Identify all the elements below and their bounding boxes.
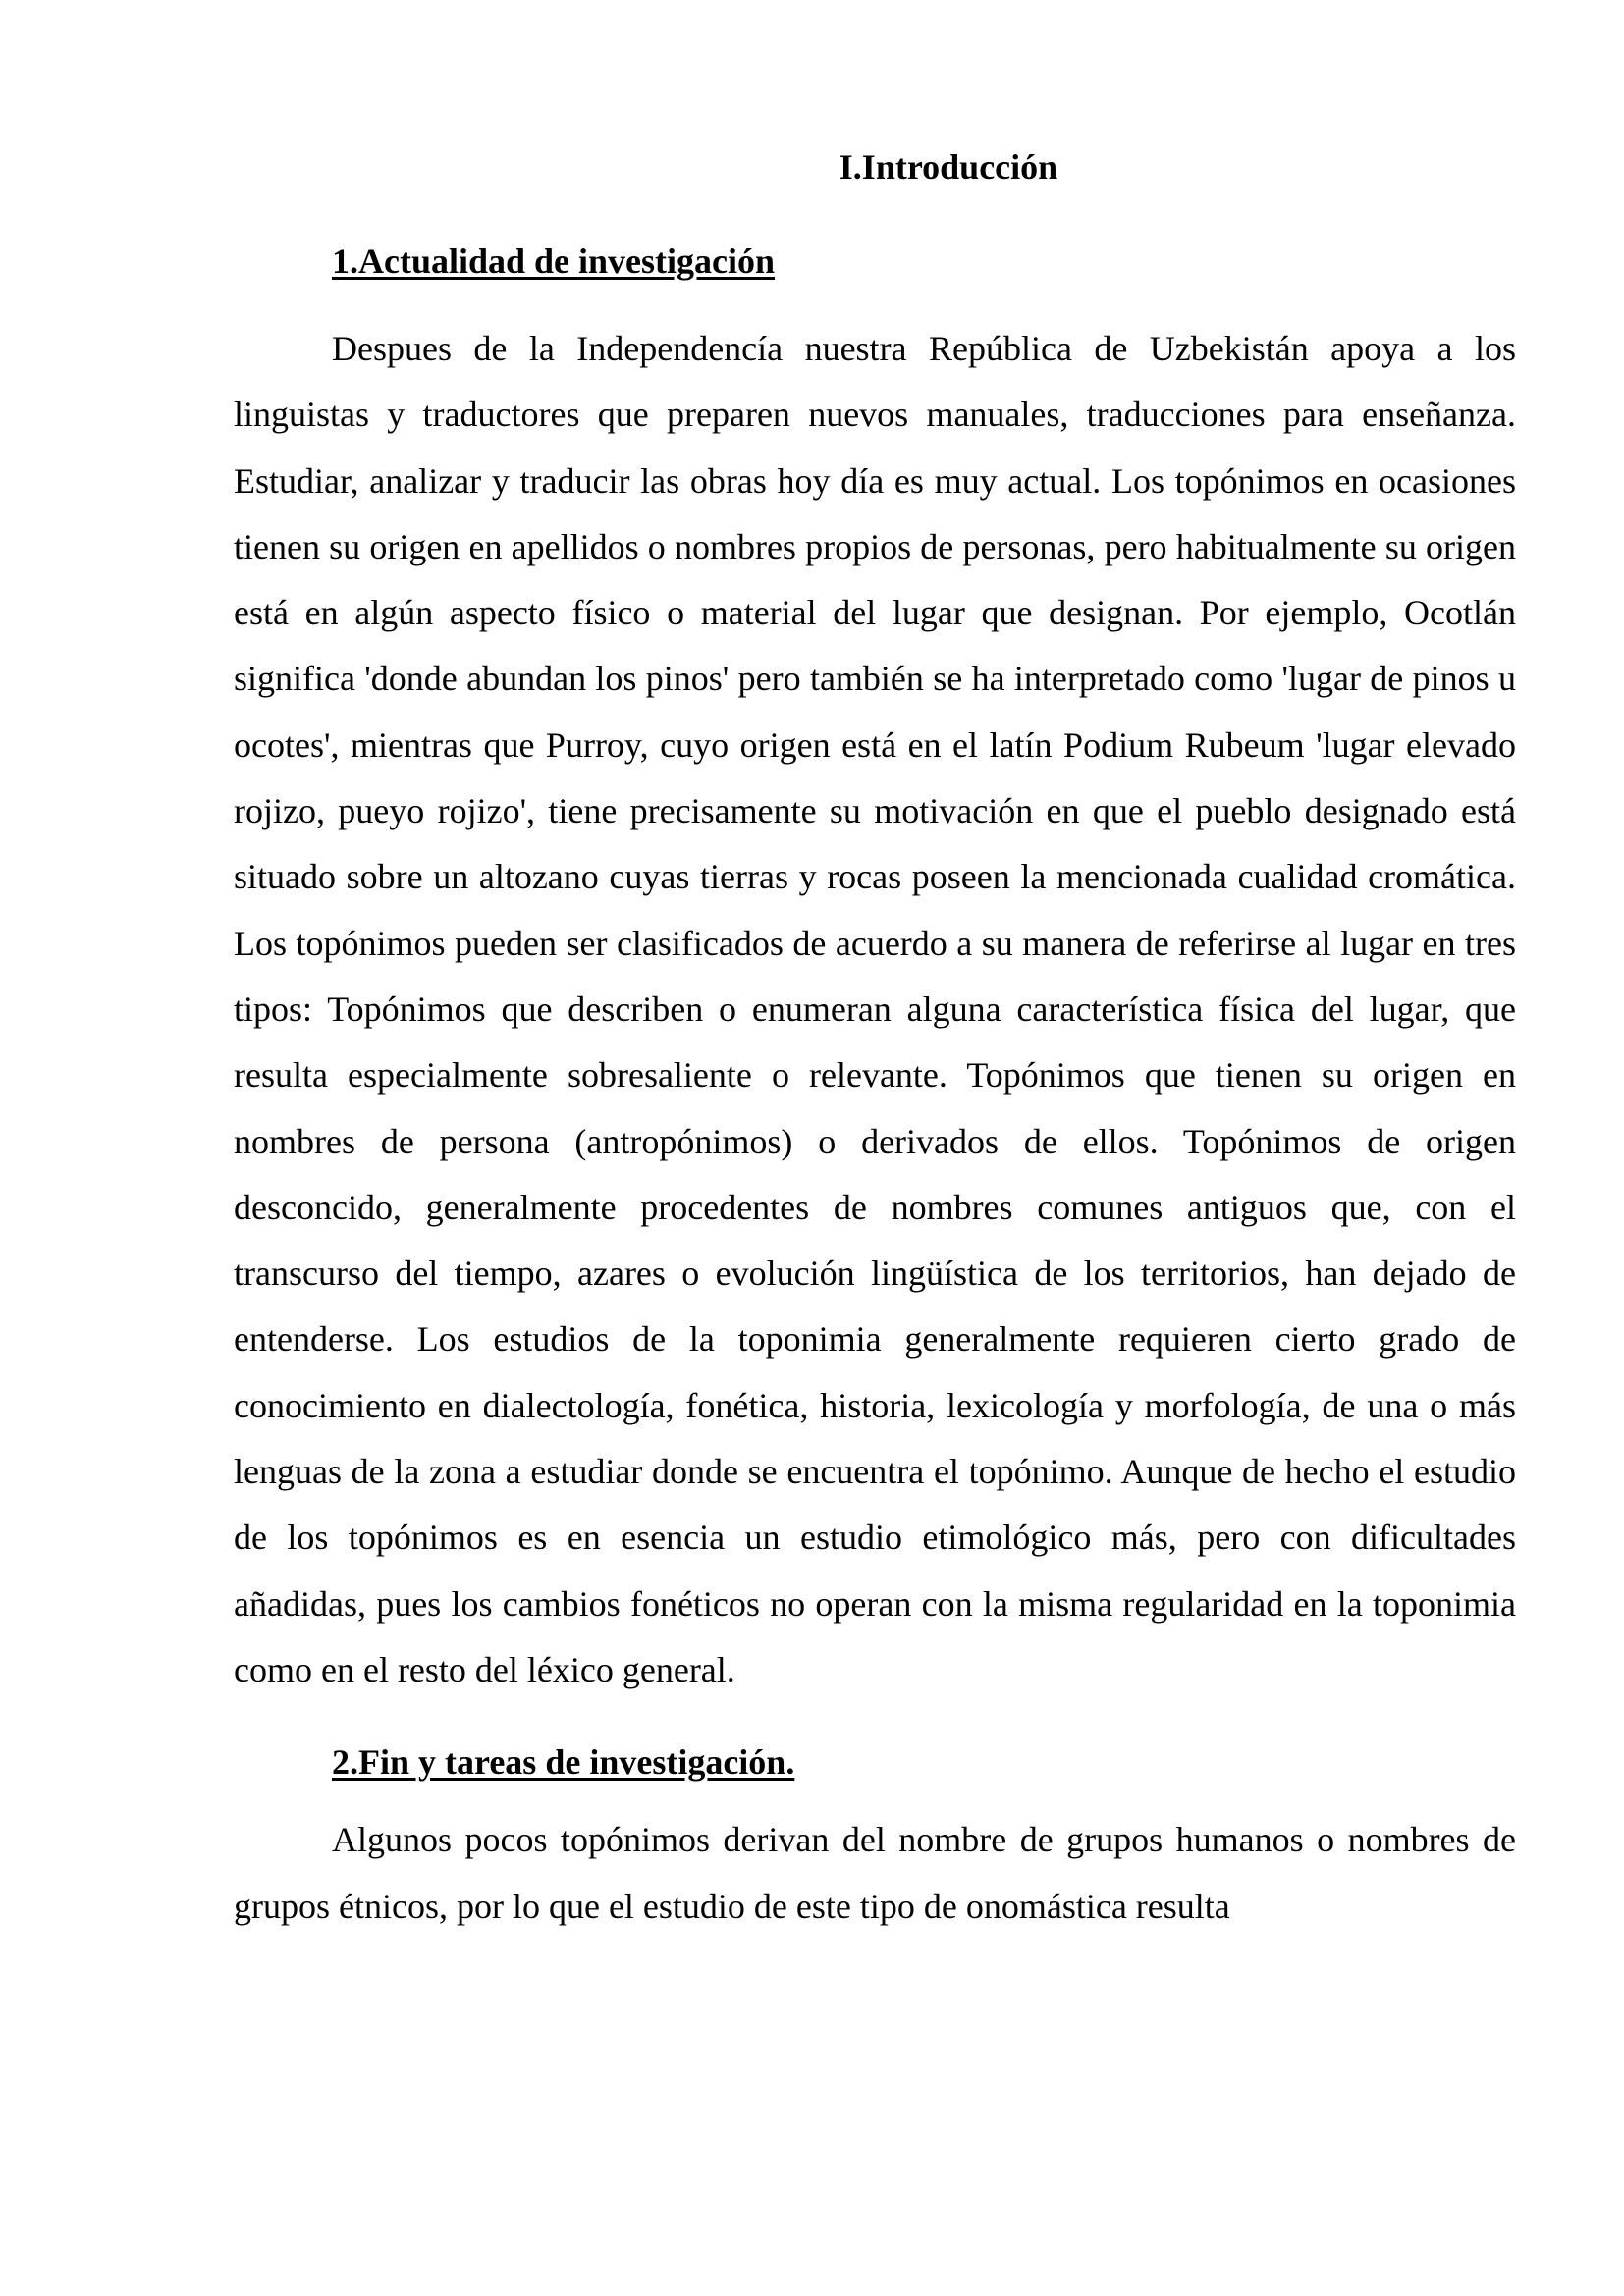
paragraph-fin-y-tareas: Algunos pocos topónimos derivan del nombre de grupos humanos o nombres de grupos étnicos, por lo que el estudio de este tipo de onomástica resulta [234,1820,1516,1926]
section-title-actualidad: 1.Actualidad de investigación [332,241,776,281]
paragraph-actualidad: Despues de la Independencía nuestra República de Uzbekistán apoya a los linguistas y traductores que preparen nuevos manuales, traducciones para enseñanza. Estudiar, analizar y traducir las obras hoy día es muy actual. Los topónimos en ocasiones tienen su origen en apellidos o nombres propios de personas, pero habitualmente su origen está en algún aspecto físico o material del lugar que designan. Por ejemplo, Ocotlán significa 'donde abundan los pinos' pero también se ha interpretado como 'lugar de pinos u ocotes', mientras que Purroy, cuyo origen está en el latín Podium Rubeum 'lugar elevado rojizo, pueyo rojizo', tiene precisamente su motivación en que el pueblo designado está situado sobre un altozano cuyas tierras y rocas poseen la mencionada cualidad cromática. Los topónimos pueden ser clasificados de acuerdo a su manera de referirse al lugar en tres tipos: Topónimos que describen o enumeran alguna característica física del lugar, que resulta especialmente sobresaliente o relevante. Topónimos que tienen su origen en nombres de persona (antropónimos) o derivados de ellos. Topónimos de origen desconcido, generalmente procedentes de nombres comunes antiguos que, con el transcurso del tiempo, azares o evolución lingüística de los territorios, han dejado de entenderse. Los estudios de la toponimia generalmente requieren cierto grado de conocimiento en dialectología, fonética, historia, lexicología y morfología, de una o más lenguas de la zona a estudiar donde se encuentra el topónimo. Aunque de hecho el estudio de los topónimos es en esencia un estudio etimológico más, pero con dificultades añadidas, pues los cambios fonéticos no operan con la misma regularidad en la toponimia como en el resto del léxico general. [234,329,1516,1689]
chapter-title: I.Introducción [839,147,1058,187]
section-title-fin-y-tareas: 2.Fin y tareas de investigación. [332,1742,795,1783]
